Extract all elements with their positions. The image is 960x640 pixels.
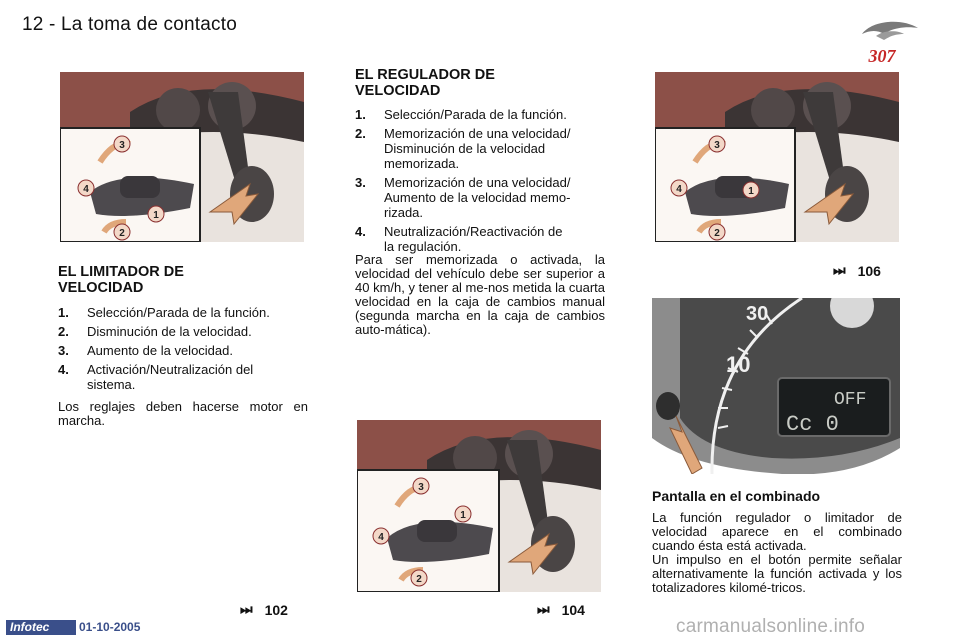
item-text: Memorización de una velocidad/ Aumento de la velocidad memo-rizada.	[384, 175, 571, 220]
limiter-title-line2: VELOCIDAD	[58, 280, 144, 296]
item-number: 4.	[58, 362, 69, 377]
callout-3: 3	[119, 140, 125, 151]
skip-forward-icon: ⏭	[240, 601, 251, 617]
limiter-title	[58, 264, 298, 296]
item-number: 3.	[355, 175, 366, 190]
skip-forward-icon: ⏭	[833, 262, 844, 278]
brand-logo	[832, 18, 936, 68]
page-title: 12 - La toma de contacto	[22, 14, 237, 35]
callout-2: 2	[714, 228, 720, 239]
list-item	[58, 343, 310, 358]
cruise-title	[355, 67, 595, 99]
item-number: 1.	[58, 305, 69, 320]
list-item	[355, 224, 607, 254]
list-item	[58, 305, 310, 320]
item-text: Disminución de la velocidad.	[87, 324, 252, 339]
footer-date: 01-10-2005	[79, 620, 141, 634]
cluster-display-photo	[652, 298, 900, 474]
page-ref-number: 104	[561, 601, 585, 618]
display-off: OFF	[834, 390, 867, 410]
item-text: Selección/Parada de la función.	[384, 107, 567, 122]
page-ref-104[interactable]	[537, 601, 585, 618]
item-text: Aumento de la velocidad.	[87, 343, 233, 358]
limiter-note: Los reglajes deben hacerse motor en marcha.	[58, 399, 308, 428]
page-ref-106[interactable]	[833, 262, 881, 279]
cluster-display-title: Pantalla en el combinado	[652, 488, 821, 504]
limiter-list	[58, 305, 310, 396]
item-number: 4.	[355, 224, 366, 239]
callout-4: 4	[83, 184, 89, 195]
limiter-title-line1: EL LIMITADOR DE	[58, 264, 184, 280]
callout-1: 1	[153, 210, 159, 221]
callout-2: 2	[119, 228, 125, 239]
cruise-title-line2: VELOCIDAD	[355, 83, 441, 99]
lion-icon	[832, 18, 936, 68]
callout-3: 3	[714, 140, 720, 151]
cluster-para-2: Un impulso en el botón permite señalar alternativamente la función activada y los totalizadores kilomé-tricos.	[652, 552, 902, 595]
callout-1: 1	[460, 510, 466, 521]
gauge-label-10: 10	[726, 352, 751, 377]
logo-text: 307	[868, 46, 896, 66]
item-text: Selección/Parada de la función.	[87, 305, 270, 320]
item-number: 2.	[355, 126, 366, 141]
cruise-stalk-photo-top	[655, 72, 899, 242]
limiter-stalk-photo	[60, 72, 304, 242]
display-cc: Cc 0	[786, 412, 839, 437]
watermark-url: carmanualsonline.info	[676, 616, 866, 637]
callout-4: 4	[676, 184, 682, 195]
skip-forward-icon: ⏭	[537, 601, 548, 617]
page-ref-102[interactable]	[240, 601, 288, 618]
item-number: 3.	[58, 343, 69, 358]
callout-3: 3	[418, 482, 424, 493]
item-number: 2.	[58, 324, 69, 339]
item-text: Neutralización/Reactivación de la regulación.	[384, 224, 563, 254]
gauge-label-30: 30	[746, 303, 769, 325]
list-item	[58, 362, 310, 392]
callout-2: 2	[416, 574, 422, 585]
cruise-list	[355, 107, 607, 258]
callout-1: 1	[748, 186, 754, 197]
cruise-note: Para ser memorizada o activada, la velocidad del vehículo debe ser superior a 40 km/h, y tener al me-nos metida la cuarta velocidad en la caja de cambios manual (segunda marcha en la caja de cambios auto-mática).	[355, 252, 606, 337]
item-text: Memorización de una velocidad/ Disminución de la velocidad memorizada.	[384, 126, 571, 171]
callout-4: 4	[378, 532, 384, 543]
page-ref-number: 106	[857, 262, 881, 279]
cluster-para-1: La función regulador o limitador de velocidad aparece en el combinado cuando ésta está activada.	[652, 510, 902, 553]
infotec-badge: Infotec	[6, 620, 76, 635]
list-item	[355, 175, 607, 220]
list-item	[58, 324, 310, 339]
item-number: 1.	[355, 107, 366, 122]
cruise-stalk-photo-bottom	[357, 420, 601, 592]
list-item	[355, 126, 607, 171]
cruise-title-line1: EL REGULADOR DE	[355, 67, 495, 83]
item-text: Activación/Neutralización del sistema.	[87, 362, 254, 392]
list-item	[355, 107, 607, 122]
page-ref-number: 102	[264, 601, 288, 618]
